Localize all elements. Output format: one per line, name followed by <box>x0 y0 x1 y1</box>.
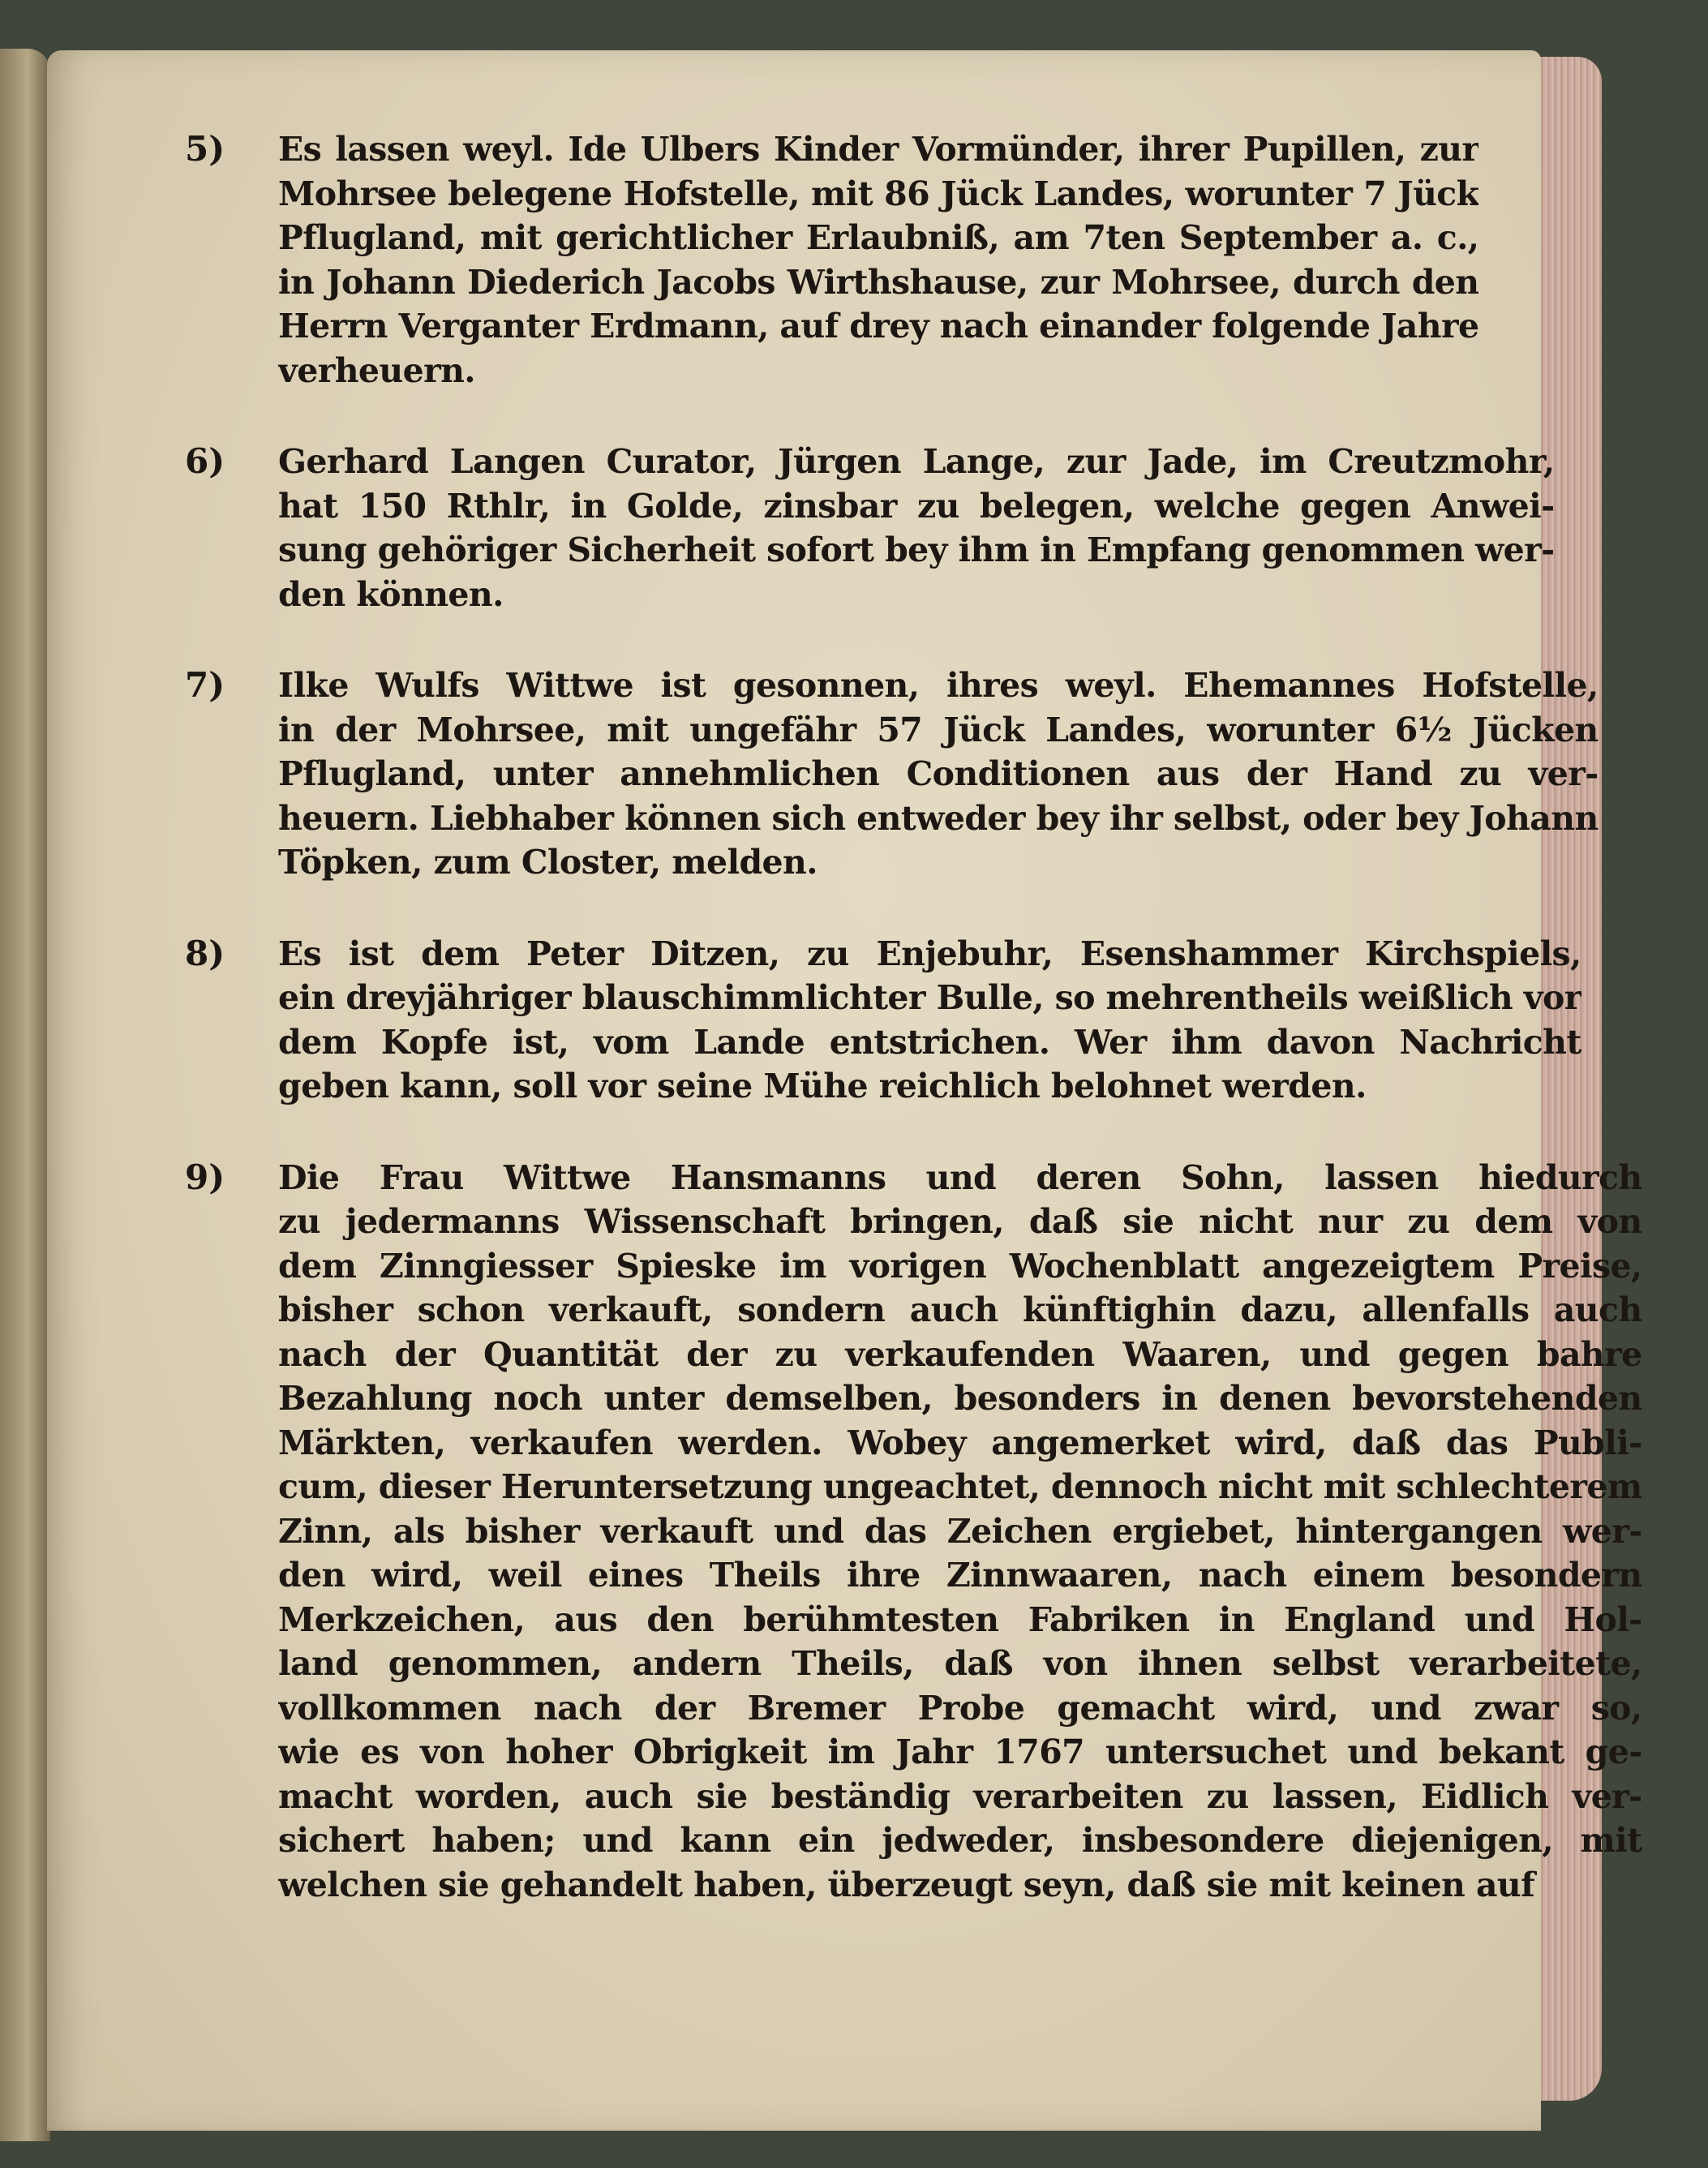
text-line: Bezahlung noch unter demselben, besonders in denen bevorstehenden <box>278 1379 1642 1418</box>
notice-body <box>278 663 1599 885</box>
notice-entry <box>185 932 1581 1109</box>
text-line: dem Kopfe ist, vom Lande entstrichen. Wer ihm davon Nachricht <box>278 1022 1581 1062</box>
notice-entry <box>185 1156 1642 1908</box>
text-line: dem Zinngiesser Spieske im vorigen Wochenblatt angezeigtem Preise, <box>278 1246 1642 1286</box>
notice-number: 8) <box>185 933 225 973</box>
notice-body <box>278 932 1581 1109</box>
notice-entry <box>185 440 1555 616</box>
text-line: Töpken, zum Closter, melden. <box>278 843 818 882</box>
text-line: in Johann Diederich Jacobs Wirthshause, zur Mohrsee, durch den <box>278 262 1479 302</box>
text-line: Mohrsee belegene Hofstelle, mit 86 Jück Landes, worunter 7 Jück <box>278 174 1479 213</box>
page-text <box>185 127 1642 1954</box>
text-line: Ilke Wulfs Wittwe ist gesonnen, ihres weyl. Ehemannes Hofstelle, <box>278 666 1599 705</box>
notice-body <box>278 127 1478 393</box>
text-line: hat 150 Rthlr, in Golde, zinsbar zu belegen, welche gegen Anwei- <box>278 486 1555 526</box>
text-line: wie es von hoher Obrigkeit im Jahr 1767 untersuchet und bekant ge- <box>278 1732 1642 1771</box>
notice-body <box>278 1156 1642 1908</box>
text-line: Pflugland, mit gerichtlicher Erlaubniß, am 7ten September a. c., <box>278 218 1479 257</box>
notice-entry <box>185 663 1599 885</box>
notice-body <box>278 440 1555 616</box>
notice-number: 7) <box>185 665 225 705</box>
text-line: in der Mohrsee, mit ungefähr 57 Jück Landes, worunter 6½ Jücken <box>278 710 1599 749</box>
text-line: nach der Quantität der zu verkaufenden Waaren, und gegen bahre <box>278 1334 1642 1374</box>
book-page <box>47 50 1642 2131</box>
text-line: sichert haben; und kann ein jedweder, insbesondere diejenigen, mit <box>278 1821 1642 1860</box>
text-line: welchen sie gehandelt haben, überzeugt seyn, daß sie mit keinen auf <box>278 1865 1535 1904</box>
text-line: sung gehöriger Sicherheit sofort bey ihm in Empfang genommen wer- <box>278 530 1555 569</box>
text-line: cum, dieser Heruntersetzung ungeachtet, dennoch nicht mit schlechterem <box>278 1467 1642 1506</box>
notice-number: 9) <box>185 1157 225 1197</box>
text-line: land genommen, andern Theils, daß von ihnen selbst verarbeitete, <box>278 1644 1642 1683</box>
text-line: Merkzeichen, aus den berühmtesten Fabriken in England und Hol- <box>278 1599 1642 1639</box>
notice-entry <box>185 127 1479 393</box>
facing-page-edge <box>0 49 50 2141</box>
text-line: verheuern. <box>278 350 475 390</box>
text-line: den können. <box>278 574 504 614</box>
text-line: ein dreyjähriger blauschimmlichter Bulle, so mehrentheils weißlich vor <box>278 978 1581 1017</box>
text-line: Es ist dem Peter Ditzen, zu Enjebuhr, Esenshammer Kirchspiels, <box>278 934 1581 973</box>
text-line: Pflugland, unter annehmlichen Conditionen aus der Hand zu ver- <box>278 754 1599 793</box>
text-line: geben kann, soll vor seine Mühe reichlich belohnet werden. <box>278 1067 1367 1105</box>
text-line: den wird, weil eines Theils ihre Zinnwaaren, nach einem besondern <box>278 1556 1642 1595</box>
text-line: macht worden, auch sie beständig verarbeiten zu lassen, Eidlich ver- <box>278 1776 1642 1816</box>
text-line: heuern. Liebhaber können sich entweder bey ihr selbst, oder bey Johann <box>278 798 1599 838</box>
text-line: vollkommen nach der Bremer Probe gemacht wird, und zwar so, <box>278 1688 1642 1728</box>
text-line: Es lassen weyl. Ide Ulbers Kinder Vormünder, ihrer Pupillen, zur <box>278 130 1479 169</box>
text-line: Märkten, verkaufen werden. Wobey angemerket wird, daß das Publi- <box>278 1423 1642 1462</box>
text-line: bisher schon verkauft, sondern auch künftighin dazu, allenfalls auch <box>278 1290 1642 1329</box>
text-line: Die Frau Wittwe Hansmanns und deren Sohn, lassen hiedurch <box>278 1157 1642 1197</box>
notice-number: 6) <box>185 441 225 481</box>
text-line: zu jedermanns Wissenschaft bringen, daß sie nicht nur zu dem von <box>278 1202 1642 1241</box>
text-line: Zinn, als bisher verkauft und das Zeichen ergiebet, hintergangen wer- <box>278 1511 1642 1551</box>
notice-number: 5) <box>185 129 225 169</box>
text-line: Herrn Verganter Erdmann, auf drey nach einander folgende Jahre <box>278 307 1479 346</box>
text-line: Gerhard Langen Curator, Jürgen Lange, zur Jade, im Creutzmohr, <box>278 442 1555 481</box>
